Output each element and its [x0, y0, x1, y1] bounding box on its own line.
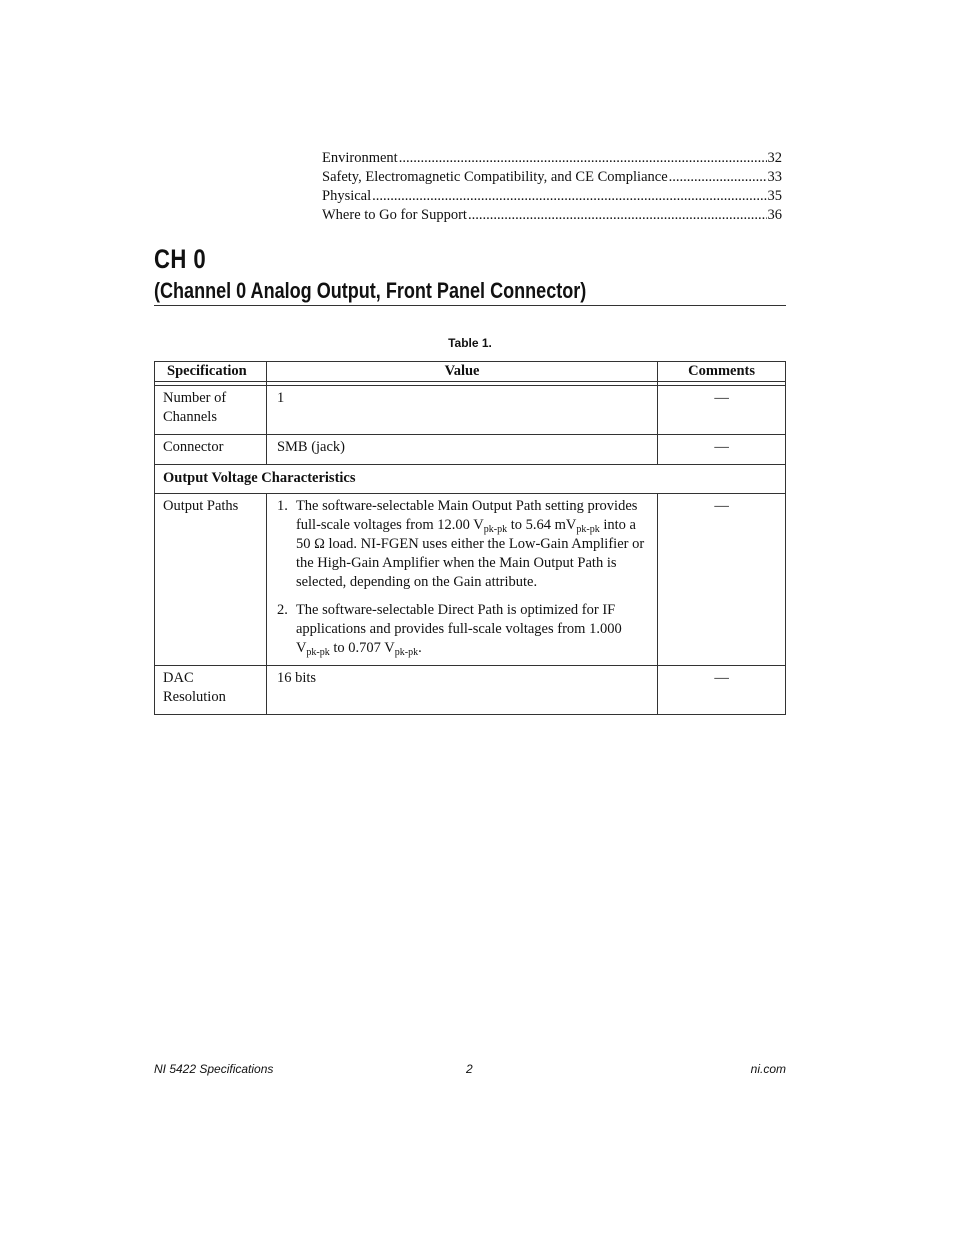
spec-cell: Connector — [155, 435, 267, 465]
value-cell: 16 bits — [266, 666, 657, 715]
list-item — [277, 497, 647, 592]
toc-leader-dots — [669, 169, 767, 186]
comment-cell: — — [658, 666, 786, 715]
toc-entry-page: 32 — [767, 150, 782, 166]
spec-cell: Output Paths — [155, 494, 267, 666]
subscript: pk-pk — [306, 647, 330, 658]
subscript: pk-pk — [483, 524, 508, 535]
subscript: pk-pk — [576, 524, 600, 535]
list-item-number: 1. — [276, 498, 288, 514]
section-label: Output Voltage Characteristics — [155, 465, 786, 494]
subscript: pk-pk — [394, 647, 419, 658]
value-cell — [266, 494, 657, 666]
comment-cell: — — [658, 435, 786, 465]
list-item-text: The software-selectable Main Output Path setting provides full-scale voltages from 12.00 V — [295, 498, 638, 533]
comment-cell: — — [658, 494, 786, 666]
section-title: CH 0 — [154, 244, 207, 274]
toc-entry-support[interactable] — [322, 207, 782, 226]
table-row — [155, 386, 786, 435]
table-of-contents — [322, 150, 782, 226]
output-paths-list — [277, 497, 647, 658]
footer-page-number: 2 — [466, 1062, 473, 1076]
spec-cell: DAC Resolution — [155, 666, 267, 715]
table-row — [155, 666, 786, 715]
toc-entry-environment[interactable] — [322, 150, 782, 169]
toc-leader-dots — [468, 207, 767, 224]
page-footer — [154, 1062, 786, 1078]
section-heading — [154, 243, 672, 305]
table-header-row — [155, 362, 786, 382]
toc-entry-title: Environment — [322, 150, 398, 166]
specifications-table — [154, 361, 786, 715]
footer-website-link[interactable]: ni.com — [750, 1062, 786, 1076]
spec-cell: Number of Channels — [155, 386, 267, 435]
value-cell: 1 — [266, 386, 657, 435]
toc-entry-page: 36 — [767, 207, 782, 223]
list-item-number: 2. — [276, 602, 288, 618]
toc-entry-page: 33 — [767, 169, 782, 185]
list-item-text: to 5.64 mV — [507, 517, 577, 533]
table-section-row — [155, 465, 786, 494]
toc-entry-title: Safety, Electromagnetic Compatibility, and CE Compliance — [322, 169, 668, 185]
toc-entry-title: Physical — [322, 188, 372, 204]
table-row — [155, 494, 786, 666]
toc-leader-dots — [399, 150, 767, 167]
header-comments: Comments — [658, 362, 786, 382]
section-subtitle: (Channel 0 Analog Output, Front Panel Connector) — [154, 278, 587, 303]
value-cell: SMB (jack) — [266, 435, 657, 465]
toc-entry-title: Where to Go for Support — [322, 207, 467, 223]
header-value: Value — [266, 362, 657, 382]
list-item-text: . — [418, 640, 422, 656]
toc-entry-page: 35 — [767, 188, 782, 204]
list-item — [277, 601, 647, 658]
list-item-text: The software-selectable Direct Path is optimized for IF applications and provides full-scale voltages from 1.000 V — [295, 602, 622, 656]
heading-rule — [154, 305, 786, 306]
footer-document-title: NI 5422 Specifications — [154, 1062, 274, 1076]
toc-entry-physical[interactable] — [322, 188, 782, 207]
table-row — [155, 435, 786, 465]
toc-leader-dots — [372, 188, 766, 205]
table-caption: Table 1. — [448, 336, 492, 350]
header-specification: Specification — [155, 362, 267, 382]
toc-entry-safety[interactable] — [322, 169, 782, 188]
comment-cell: — — [658, 386, 786, 435]
list-item-text: into a 50 Ω load. NI-FGEN uses either the Low-Gain Amplifier or the High-Gain Amplifier when the Main Output Path is selected, depending on the Gain attribute. — [295, 517, 645, 590]
list-item-text: to 0.707 V — [329, 640, 395, 656]
